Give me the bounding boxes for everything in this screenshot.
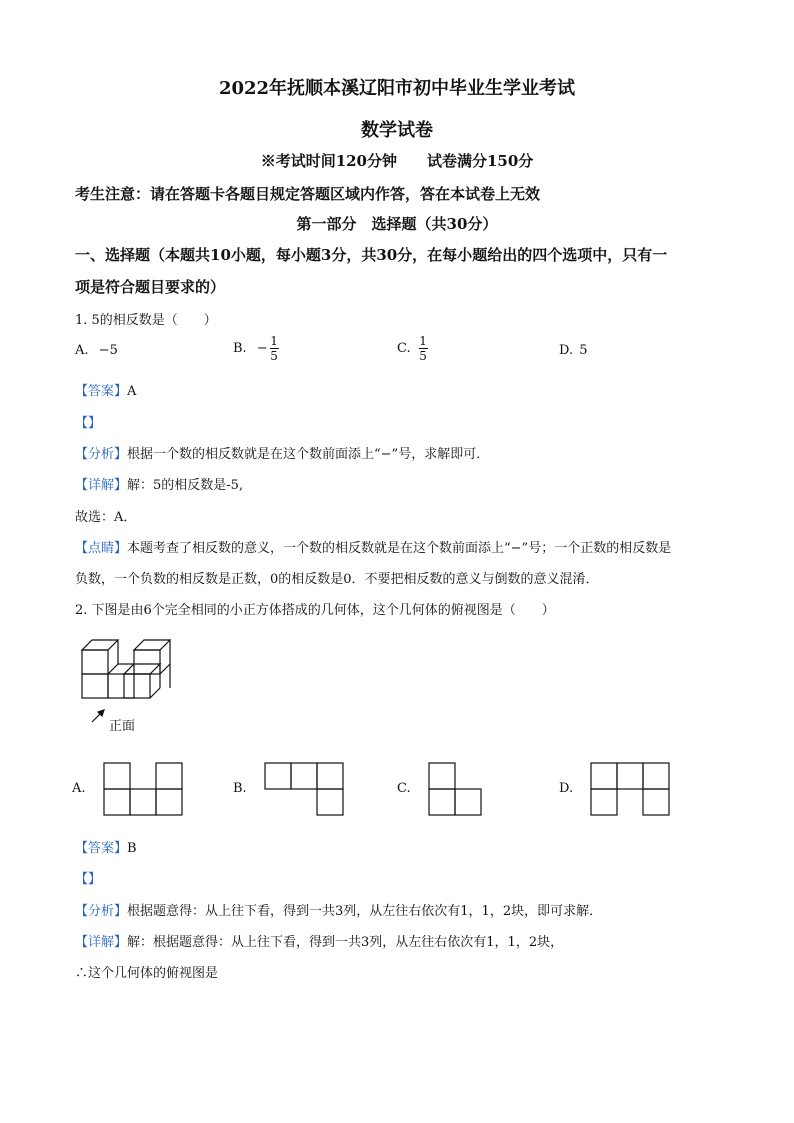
q1-answer-value: A [127,384,137,399]
q2-detail-text: 解：根据题意得：从上往下看，得到一共3列，从左往右依次有1，1，2块， [127,935,564,950]
q2-analysis [75,900,602,919]
q1-comment-tag: 【点睛】 [75,541,128,556]
q2-option-a-figure [102,761,184,817]
q1-option-c-numerator: 1 [419,334,427,348]
q1-stem: 1. 5的相反数是（ ） [75,313,217,328]
q2-answer [75,837,137,856]
q2-solid-figure [78,634,178,704]
q2-option-d-figure [589,761,671,817]
q2-answer-tag: 【答案】 [75,841,128,856]
q1-option-b-denominator: 5 [270,349,278,363]
q1-analysis-tag: 【分析】 [75,447,128,462]
q1-option-b [233,334,279,363]
q1-answer [75,380,136,399]
q1-option-c-fraction [419,334,428,363]
exam-info: ※考试时间120分钟 试卷满分150分 [260,152,534,170]
q1-option-a-label: A. [75,343,89,358]
q1-option-d-text: 5 [579,343,588,358]
q2-detail [75,931,563,950]
q1-comment [75,537,671,556]
q1-option-a [75,343,118,358]
q1-comment-line2: 负数，一个负数的相反数是正数，0的相反数是0．不要把相反数的意义与倒数的意义混淆． [75,572,599,587]
q1-detail-text: 解：5的相反数是-5, [127,478,244,493]
q1-option-c-denominator: 5 [419,349,427,363]
part-title: 第一部分 选择题（共30分） [296,215,498,233]
exam-subtitle: 数学试卷 [361,120,433,141]
q2-option-d-label: D. [559,781,574,796]
q1-option-d [559,343,588,358]
front-label: 正面 [109,719,136,734]
q1-option-b-label: B. [233,341,247,356]
q2-option-a-label: A. [72,781,86,796]
q1-option-b-fraction [270,334,279,363]
q2-option-c-figure [427,761,483,817]
section-instruction-line2: 项是符合题目要求的） [75,278,226,296]
exam-notice: 考生注意：请在答题卡各题目规定答题区域内作答，答在本试卷上无效 [75,185,541,203]
exam-title: 2022年抚顺本溪辽阳市初中毕业生学业考试 [218,78,576,99]
section-instruction-line1: 一、选择题（本题共10小题，每小题3分，共30分，在每小题给出的四个选项中，只有一 [75,246,668,264]
q1-detail-tag: 【详解】 [75,478,128,493]
q1-detail [75,474,243,493]
q1-option-a-text: −5 [98,343,118,358]
q2-blank-tag: 【】 [75,872,102,887]
q2-analysis-tag: 【分析】 [75,904,128,919]
q2-detail-tag: 【详解】 [75,935,128,950]
q2-option-c-label: C. [397,781,411,796]
front-direction-arrow-icon [90,706,108,724]
q1-blank-tag: 【】 [75,416,102,431]
q2-stem: 2. 下图是由6个完全相同的小正方体搭成的几何体，这个几何体的俯视图是（ ） [75,603,555,618]
q1-analysis-text: 根据一个数的相反数就是在这个数前面添上“−”号，求解即可． [127,447,490,462]
q1-option-c-label: C. [397,341,411,356]
q1-option-d-label: D. [559,343,574,358]
q2-option-b-figure [263,761,345,817]
q1-option-c [397,334,428,363]
q1-option-b-numerator: 1 [270,334,278,348]
q2-answer-value: B [127,841,137,856]
q2-option-b-label: B. [233,781,247,796]
q1-answer-tag: 【答案】 [75,384,128,399]
q2-conclusion: ∴这个几何体的俯视图是 [75,966,219,981]
q1-comment-line1: 本题考查了相反数的意义，一个数的相反数就是在这个数前面添上“−”号；一个正数的相反数是 [127,541,672,556]
q2-analysis-text: 根据题意得：从上往下看，得到一共3列，从左往右依次有1，1，2块，即可求解． [127,904,603,919]
q1-choose: 故选：A． [75,510,137,525]
q1-option-b-sign: − [256,341,268,356]
q1-analysis [75,443,489,462]
